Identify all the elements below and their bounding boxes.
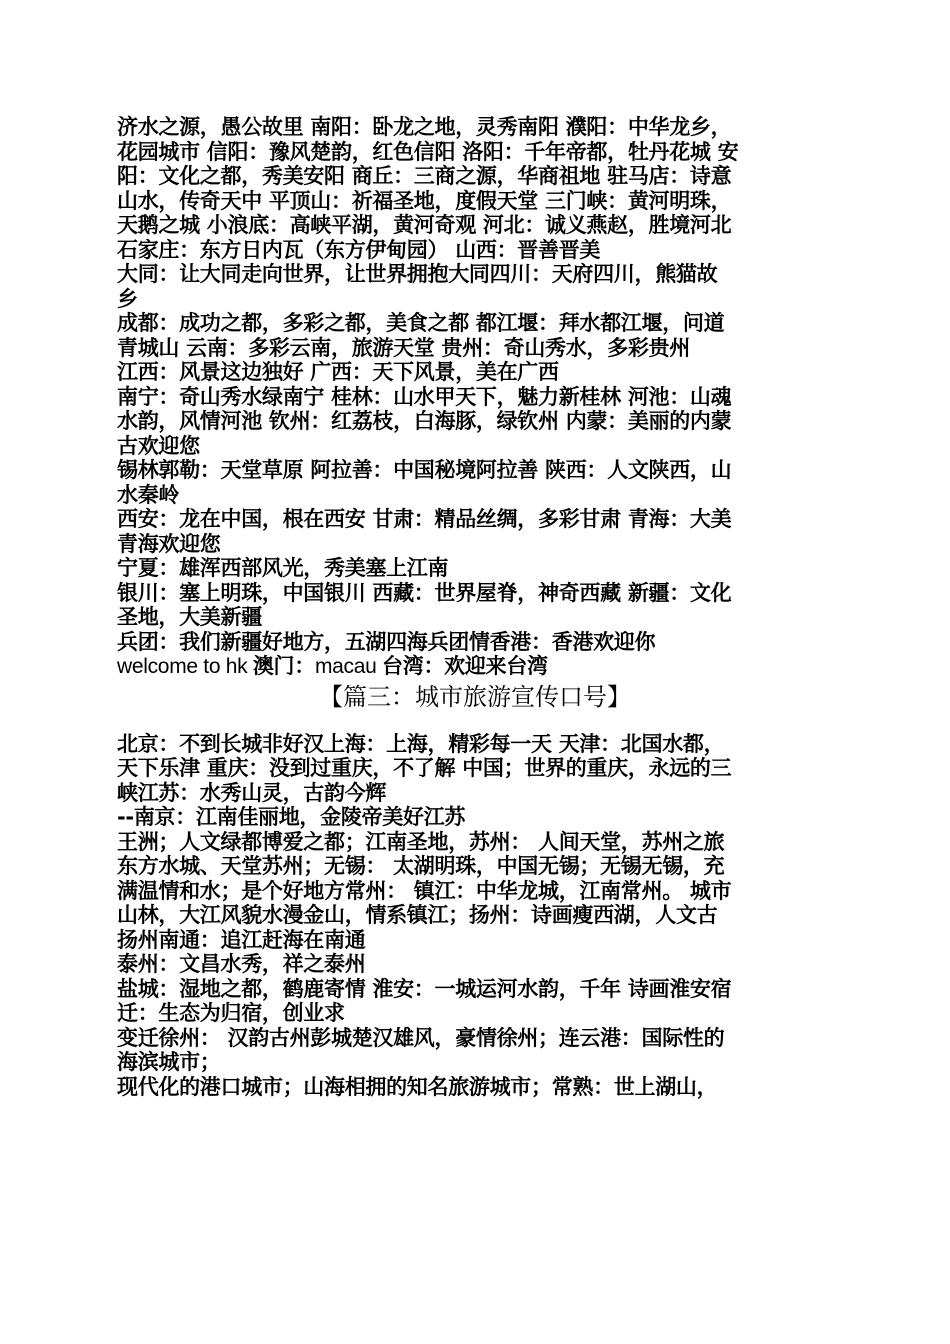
text-line: 天下乐津 重庆：没到过重庆，不了解 中国；世界的重庆，永远的三 [117,756,732,780]
text-line: 阳：文化之都，秀美安阳 商丘：三商之源，华商祖地 驻马店：诗意 [117,164,732,188]
text-line: 现代化的港口城市；山海相拥的知名旅游城市；常熟：世上湖山， [117,1074,718,1099]
text-line: 东方水城、天堂苏州；无锡： 太湖明珠，中国无锡；无锡无锡，充 [117,854,725,878]
text-line: 天鹅之城 小浪底：高峡平湖，黄河奇观 河北：诚义燕赵，胜境河北 [117,213,732,237]
text-line: 乡 [117,286,138,311]
latin-text: macau [314,655,383,678]
text-line: 江西：风景这边独好 广西：天下风景，美在广西 [117,360,559,384]
text-line: 峡江苏：水秀山灵，古韵今辉 [117,780,387,805]
text-line: 山林，大江风貌水漫金山，情系镇江；扬州：诗画瘦西湖，人文古 [117,903,718,927]
text-line: 北京：不到长城非好汉上海：上海，精彩每一天 天津：北国水都， [117,731,725,756]
text-line: 成都：成功之都，多彩之都，美食之都 都江堰：拜水都江堰，问道 [117,311,725,335]
text-line: 扬州南通：追江赶海在南通 [117,927,366,952]
text-line: 变迁徐州： 汉韵古州彭城楚汉雄风，豪情徐州；连云港：国际性的 [117,1025,725,1050]
text-line: 大同：让大同走向世界，让世界拥抱大同四川：天府四川，熊猫故 [117,262,718,286]
text-line: 山水，传奇天中 平顶山：祈福圣地，度假天堂 三门峡：黄河明珠， [117,188,732,213]
cjk-text: 台湾：欢迎来台湾 [382,654,548,678]
text-line: 青海欢迎您 [117,531,221,556]
text-line-mixed [117,654,833,680]
cjk-text: 澳门： [252,654,315,678]
text-line: 满温情和水；是个好地方常州： 镇江：中华龙城，江南常州。 城市 [117,878,732,903]
text-line: 水韵，风情河池 钦州：红荔枝，白海豚，绿钦州 内蒙：美丽的内蒙 [117,409,732,433]
text-line: --南京：江南佳丽地，金陵帝美好江苏 [117,805,466,829]
document-page [117,115,833,1099]
text-line: 济水之源，愚公故里 南阳：卧龙之地，灵秀南阳 濮阳：中华龙乡， [117,115,732,139]
text-line: 古欢迎您 [117,433,200,458]
text-line: 王洲；人文绿都博爱之都；江南圣地，苏州： 人间天堂，苏州之旅 [117,829,725,854]
text-line: 石家庄：东方日内瓦（东方伊甸园） 山西：晋善晋美 [117,237,601,262]
text-line: 圣地，大美新疆 [117,605,262,629]
text-line: 迁：生态为归宿，创业求 [117,1001,345,1025]
text-line: 青城山 云南：多彩云南，旅游天堂 贵州：奇山秀水，多彩贵州 [117,335,690,360]
text-line: 盐城：湿地之都，鹤鹿寄情 淮安：一城运河水韵，千年 诗画淮安宿 [117,976,732,1001]
text-line: 银川：塞上明珠，中国银川 西藏：世界屋脊，神奇西藏 新疆：文化 [117,580,732,605]
text-line: 花园城市 信阳：豫风楚韵，红色信阳 洛阳：千年帝都，牡丹花城 安 [117,139,739,164]
text-line: 南宁：奇山秀水绿南宁 桂林：山水甲天下，魅力新桂林 河池：山魂 [117,384,732,409]
text-line: 西安：龙在中国，根在西安 甘肃：精品丝绸，多彩甘肃 青海：大美 [117,507,732,531]
section-1 [117,115,833,680]
text-line: 宁夏：雄浑西部风光，秀美塞上江南 [117,556,449,580]
section-heading: 【篇三：城市旅游宣传口号】 [319,682,631,711]
section-2 [117,732,833,1100]
latin-text: welcome to hk [117,655,253,678]
text-line: 水秦岭 [117,482,180,507]
text-line: 锡林郭勒：天堂草原 阿拉善：中国秘境阿拉善 陕西：人文陕西，山 [117,458,732,482]
text-line: 泰州：文昌水秀，祥之泰州 [117,952,366,976]
text-line: 海滨城市； [117,1050,221,1074]
text-line: 兵团：我们新疆好地方，五湖四海兵团情香港：香港欢迎你 [117,629,656,654]
